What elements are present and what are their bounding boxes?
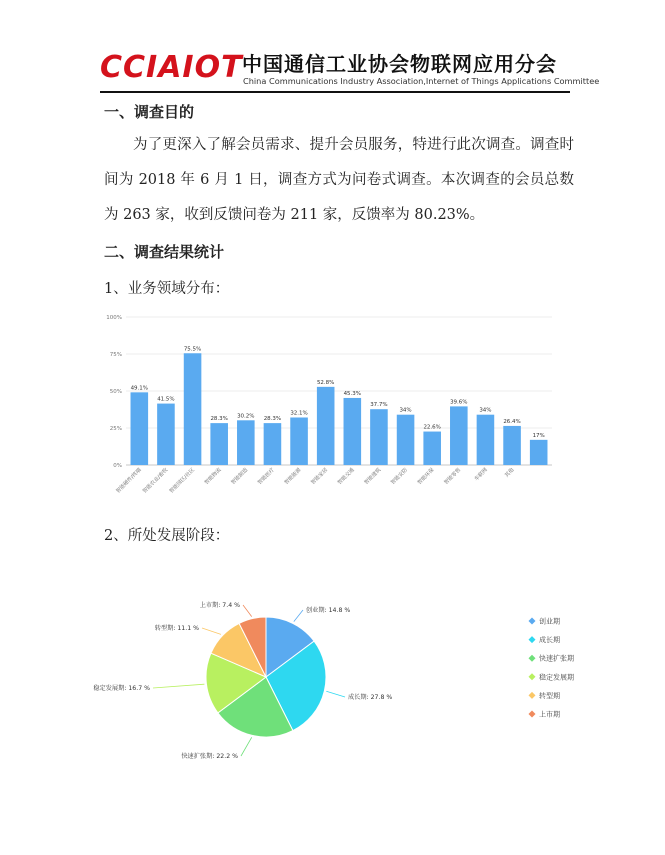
y-tick-label: 50%: [109, 389, 122, 395]
category-tick-label: 智能医疗: [256, 467, 276, 487]
bar-value-label: 34%: [479, 407, 492, 414]
bar: [264, 423, 282, 465]
bar-value-label: 41.5%: [157, 396, 175, 403]
bar-value-label: 37.7%: [370, 402, 388, 409]
pie-slice-label: 上市期: 7.4 %: [199, 602, 240, 609]
bar: [237, 420, 255, 465]
pie-slice-label: 成长期: 27.8 %: [348, 694, 393, 701]
category-tick-label: 车联网: [473, 467, 489, 483]
bar: [290, 417, 308, 465]
pie-slice-label: 快速扩张期: 22.2 %: [181, 753, 238, 760]
bar: [344, 398, 362, 465]
legend-marker-icon: [529, 673, 536, 680]
category-tick-label: 智能制造: [230, 467, 250, 487]
y-tick-label: 100%: [106, 315, 122, 321]
bar-value-label: 52.8%: [316, 379, 335, 386]
bar-value-label: 26.4%: [503, 418, 521, 425]
legend-marker-icon: [529, 636, 536, 643]
bar: [450, 406, 468, 465]
slice-leader-line: [326, 691, 345, 697]
category-tick-label: 智能零售: [443, 467, 463, 487]
category-tick-label: 智能环保: [416, 467, 436, 487]
legend-item-label: 转型期: [539, 691, 560, 700]
category-tick-label: 智能交通: [336, 467, 356, 487]
category-tick-label: 智能安防: [390, 467, 409, 487]
subsection-business-areas: 1、业务领域分布：: [104, 281, 230, 297]
slice-leader-line: [153, 684, 204, 688]
legend-marker-icon: [529, 692, 536, 699]
legend-item-label: 上市期: [539, 710, 560, 719]
bar-value-label: 49.1%: [130, 385, 149, 392]
bar: [184, 353, 202, 465]
bar-value-label: 32.1%: [290, 410, 308, 417]
y-tick-label: 0%: [113, 463, 122, 469]
org-name-en: China Communications Industry Association,Internet of Things Applications Committee: [243, 76, 600, 86]
development-stage-pie-chart: [93, 590, 580, 770]
legend-item-label: 创业期: [539, 617, 560, 626]
legend-item-label: 成长期: [539, 636, 560, 645]
bar: [423, 432, 441, 465]
cciaiot-logo: CCIAIOT: [100, 50, 243, 85]
legend-marker-icon: [529, 711, 536, 718]
bar-value-label: 39.6%: [450, 399, 468, 406]
legend-item-label: 稳定发展期: [539, 673, 574, 682]
category-tick-label: 智能建筑: [363, 467, 383, 487]
subsection-development-stage: 2、所处发展阶段：: [104, 528, 230, 544]
pie-slice-label: 稳定发展期: 16.7 %: [93, 685, 150, 692]
bar: [477, 415, 495, 465]
business-area-bar-chart: [100, 305, 560, 505]
legend-marker-icon: [529, 655, 536, 662]
slice-leader-line: [241, 737, 252, 756]
category-tick-label: 智能能源: [283, 467, 303, 487]
bar: [317, 387, 335, 465]
category-tick-label: 智能农业/畜牧: [141, 467, 170, 495]
category-tick-label: 智能硬件/终端: [115, 467, 143, 495]
y-tick-label: 25%: [109, 426, 122, 432]
bar: [157, 404, 175, 465]
slice-leader-line: [202, 628, 221, 634]
document-header: [100, 44, 600, 94]
header-divider: [100, 91, 570, 93]
bar-value-label: 30.2%: [237, 413, 255, 420]
bar-value-label: 22.6%: [423, 424, 441, 431]
legend-marker-icon: [529, 618, 536, 625]
y-tick-label: 75%: [109, 352, 122, 358]
bar: [370, 409, 388, 465]
bar-value-label: 17%: [532, 432, 545, 439]
pie-slice-label: 转型期: 11.1 %: [154, 625, 199, 632]
section-title-purpose: 一、调查目的: [104, 103, 195, 121]
purpose-paragraph: [104, 128, 574, 233]
org-name-cn: 中国通信工业协会物联网应用分会: [242, 52, 557, 76]
bar: [210, 423, 228, 465]
bar: [503, 426, 521, 465]
bar: [530, 440, 548, 465]
bar: [397, 415, 415, 465]
category-tick-label: 其他: [503, 467, 516, 479]
category-tick-label: 智能家居: [310, 467, 330, 487]
bar-value-label: 45.3%: [343, 390, 362, 397]
bar: [131, 392, 149, 465]
purpose-text: 为了更深入了解会员需求、提升会员服务，特进行此次调查。调查时间为 2018 年 6 月 1 日，调查方式为问卷式调查。本次调查的会员总数为 263 家，收到反馈问卷为 211 家，反馈率为 80.23%。: [104, 137, 574, 223]
category-tick-label: 智能物流: [203, 467, 223, 487]
bar-value-label: 28.3%: [210, 416, 228, 423]
bar-value-label: 28.3%: [263, 416, 282, 423]
pie-slice-label: 创业期: 14.8 %: [306, 607, 351, 614]
bar-value-label: 34%: [399, 407, 412, 414]
section-title-results: 二、调查结果统计: [104, 243, 225, 261]
category-tick-label: 智能园区/社区: [168, 467, 196, 495]
bar-value-label: 75.5%: [183, 346, 202, 353]
legend-item-label: 快速扩张期: [539, 654, 574, 663]
slice-leader-line: [243, 605, 252, 617]
slice-leader-line: [294, 610, 303, 622]
